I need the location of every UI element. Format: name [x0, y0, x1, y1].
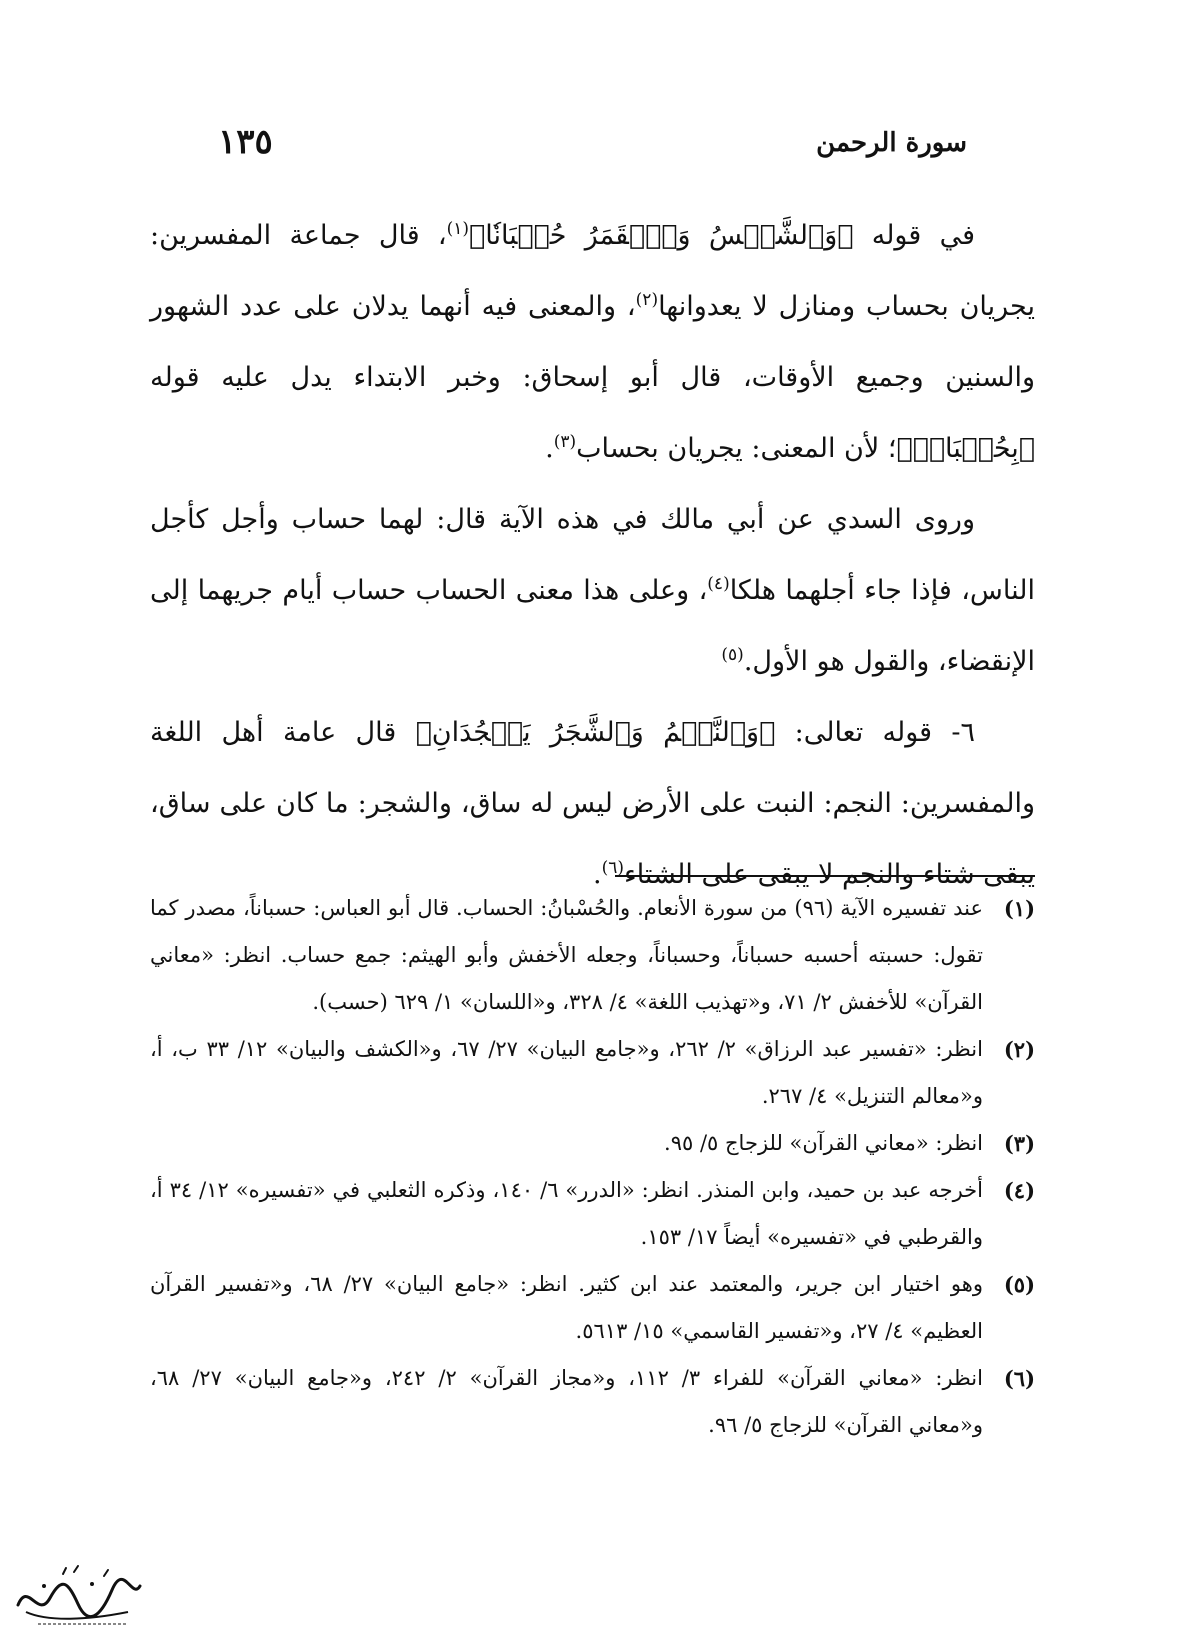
running-title: سورة الرحمن [816, 128, 967, 158]
footnote-number: (٢) [1003, 1037, 1035, 1062]
footnote-ref-2: (٢) [635, 290, 659, 310]
footnote-ref-3: (٣) [553, 432, 577, 452]
footnote-text: انظر: «تفسير عبد الرزاق» ٢/ ٢٦٢، و«جامع البيان» ٢٧/ ٦٧، و«الكشف والبيان» ١٢/ ٣٣ ب، أ، و«معالم التنزيل» ٤/ ٢٦٧. [150, 1037, 983, 1108]
footnote-separator [615, 875, 1035, 877]
footnote-ref-4: (٤) [707, 574, 730, 594]
footnote-number: (١) [1003, 896, 1035, 921]
quran-verse-2: ﴿بِحُسۡبَانٖ﴾ [896, 433, 1035, 464]
page-number: ١٣٥ [218, 122, 273, 162]
footnote-6 [150, 1355, 1035, 1449]
footnote-ref-6: (٦) [601, 858, 624, 878]
main-text [150, 200, 1035, 910]
calligraphy-logo-icon [8, 1560, 148, 1630]
page-header [218, 122, 967, 172]
footnote-number: (٥) [1003, 1272, 1035, 1297]
footnote-text: أخرجه عبد بن حميد، وابن المنذر. انظر: «الدرر» ٦/ ١٤٠، وذكره الثعلبي في «تفسيره» ١٢/ ٣٤ أ، والقرطبي في «تفسيره» أيضاً ١٧/ ١٥٣. [150, 1178, 983, 1249]
footnote-ref-5: (٥) [721, 645, 744, 665]
footnote-text: انظر: «معاني القرآن» للزجاج ٥/ ٩٥. [664, 1131, 983, 1155]
footnote-number: (٦) [1003, 1366, 1035, 1391]
footnote-text: وهو اختيار ابن جرير، والمعتمد عند ابن كثير. انظر: «جامع البيان» ٢٧/ ٦٨، و«تفسير القرآن العظيم» ٤/ ٢٧، و«تفسير القاسمي» ١٥/ ٥٦١٣. [150, 1272, 983, 1343]
footnotes [150, 885, 1035, 1449]
footnote-5 [150, 1261, 1035, 1355]
footnote-3 [150, 1120, 1035, 1167]
quran-verse-3: ﴿وَٱلنَّجۡمُ وَٱلشَّجَرُ يَسۡجُدَانِ﴾ [415, 717, 776, 748]
paragraph-3: ٦- قوله تعالى: ﴿وَٱلنَّجۡمُ وَٱلشَّجَرُ يَسۡجُدَانِ﴾ قال عامة أهل اللغة والمفسرين: النجم: النبت على الأرض ليس له ساق، والشجر: ما كان على ساق، يبقى شتاء والنجم لا يبقى على الشتاء$^{(٦)}$. [150, 717, 1035, 890]
footnote-number: (٣) [1003, 1131, 1035, 1156]
footnote-text: عند تفسيره الآية (٩٦) من سورة الأنعام. والحُسْبانُ: الحساب. قال أبو العباس: حسباناً، مصدر كما تقول: حسبته أحسبه حسباناً، وحسباناً، وجعله الأخفش وأبو الهيثم: جمع حساب. انظر: «معاني القرآن» للأخفش ٢/ ٧١، و«تهذيب اللغة» ٤/ ٣٢٨، و«اللسان» ١/ ٦٢٩ (حسب). [150, 896, 983, 1014]
paragraph-1: في قوله ﴿وَٱلشَّمۡسُ وَٱلۡقَمَرُ حُسۡبَانٗا﴾$^{(١)}$، قال جماعة المفسرين: يجريان بحساب ومنازل لا يعدوانها$^{(٢)}$، والمعنى فيه أنهما يدلان على عدد الشهور والسنين وجميع الأوقات، قال أبو إسحاق: وخبر الابتداء يدل عليه قوله ﴿بِحُسۡبَانٖ﴾؛ لأن المعنى: يجريان بحساب$^{(٣)}$. [150, 219, 1035, 464]
quran-verse-1: ﴿وَٱلشَّمۡسُ وَٱلۡقَمَرُ حُسۡبَانٗا﴾ [469, 220, 854, 251]
footnote-4 [150, 1167, 1035, 1261]
footnote-text: انظر: «معاني القرآن» للفراء ٣/ ١١٢، و«مجاز القرآن» ٢/ ٢٤٢، و«جامع البيان» ٢٧/ ٦٨، و«معاني القرآن» للزجاج ٥/ ٩٦. [150, 1366, 983, 1437]
paragraph-2: وروى السدي عن أبي مالك في هذه الآية قال: لهما حساب وأجل كأجل الناس، فإذا جاء أجلهما هلكا$^{(٤)}$، وعلى هذا معنى الحساب حساب أيام جريهما إلى الإنقضاء، والقول هو الأول.$^{(٥)}$ [150, 504, 1035, 677]
footnote-number: (٤) [1003, 1178, 1035, 1203]
footnote-ref-1: (١) [446, 219, 470, 239]
footnote-1 [150, 885, 1035, 1026]
footnote-2 [150, 1026, 1035, 1120]
